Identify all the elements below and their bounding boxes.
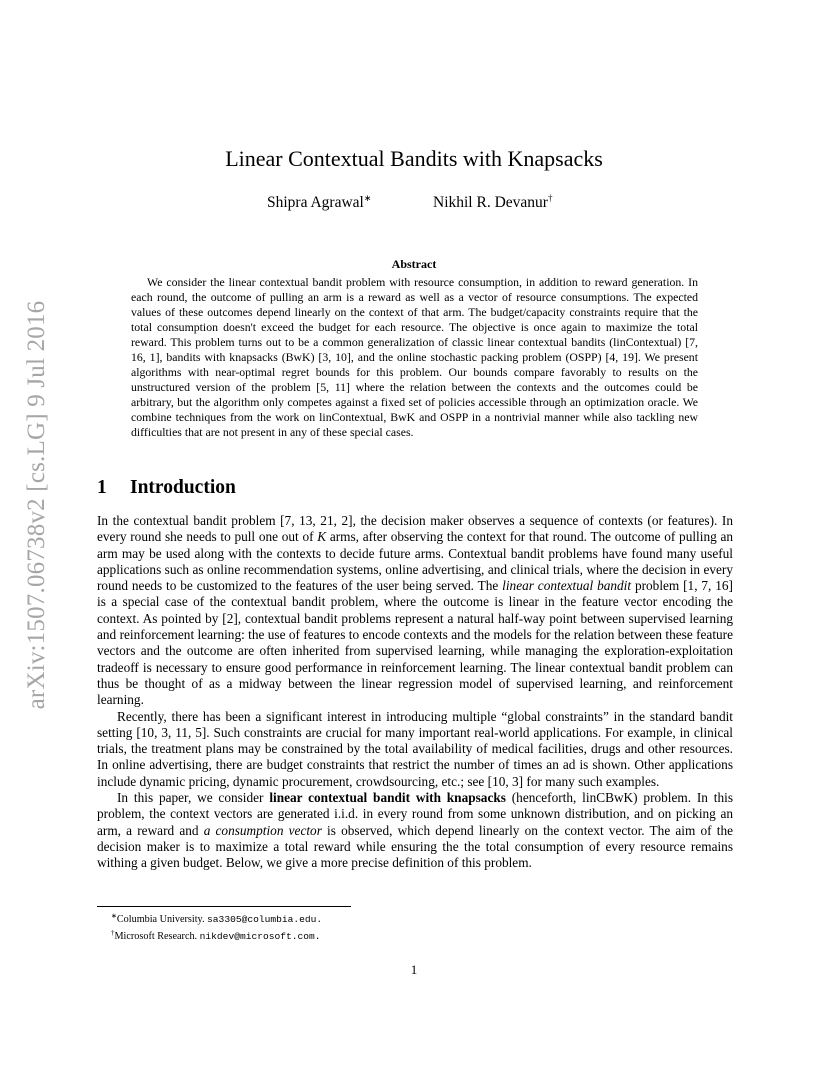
page-number: 1	[410, 962, 418, 977]
paragraph-text: In the contextual bandit problem [7, 13, 21, 2], the decision maker observes a sequence of contexts (or features). In every round she needs to pull one out of	[97, 513, 733, 545]
arxiv-identifier[interactable]: arXiv:1507.06738v2 [cs.LG] 9 Jul 2016	[23, 300, 50, 710]
introduction-body	[97, 513, 733, 872]
paragraph-text: Recently, there has been a significant interest in introducing multiple “global constraints” in the standard bandit setting [10, 3, 11, 5]. Such constraints are crucial for many important real-world applications. For example, in clinical trials, the treatment plans may be constrained by the total availability of medical facilities, drugs and other resources. In online advertising, there are budget constraints that restrict the number of times an ad is shown. Other applications include dynamic pricing, dynamic procurement, crowdsourcing, etc.; see [10, 3] for many such examples.	[97, 708, 733, 789]
author-name: Shipra Agrawal	[267, 194, 364, 211]
footnote	[97, 927, 497, 944]
footnote-divider	[97, 906, 351, 907]
emphasized-term: a consumption vector	[203, 822, 322, 838]
paragraph	[97, 790, 733, 871]
footnote-mark: ∗	[111, 912, 117, 920]
abstract-heading: Abstract	[391, 257, 437, 271]
author-name: Nikhil R. Devanur	[433, 194, 548, 211]
paragraph	[97, 513, 733, 709]
section-title: Introduction	[130, 477, 236, 498]
author-email-link[interactable]: sa3305@columbia.edu.	[207, 914, 323, 925]
author-devanur	[433, 193, 552, 212]
math-variable: K	[317, 529, 327, 545]
paper-title: Linear Contextual Bandits with Knapsacks	[225, 146, 603, 171]
section-heading	[97, 477, 236, 499]
author-footnote-mark: †	[547, 193, 553, 203]
paragraph	[97, 709, 733, 790]
author-email-link[interactable]: nikdev@microsoft.com.	[199, 930, 321, 942]
paragraph-text: problem [1, 7, 16] is a special case of the contextual bandit problem, where the outcome is linear in the feature vector encoding the context. As pointed by [2], contextual bandit problems represent a natural half-way point between supervised learning and reinforcement learning: the use of features to encode contexts and the models for the relation between these feature vectors and the outcome are often inherited from supervised learning, while managing the exploration-exploitation tradeoff is necessary to ensure good performance in reinforcement learning. The linear contextual bandit problem can thus be thought of as a midway between the linear regression model of supervised learning, and reinforcement learning.	[97, 578, 733, 708]
abstract-body: We consider the linear contextual bandit problem with resource consumption, in addition to reward generation. In each round, the outcome of pulling an arm is a reward as well as a vector of resource consumptions. The expected values of these outcomes depend linearly on the context of that arm. The budget/capacity constraints require that the total consumption doesn't exceed the budget for each resource. The objective is once again to maximize the total reward. This problem turns out to be a common generalization of classic linear contextual bandits (linContextual) [7, 16, 1], bandits with knapsacks (BwK) [3, 10], and the online stochastic packing problem (OSPP) [4, 19]. We present algorithms with near-optimal regret bounds for this problem. Our bounds compare favorably to results on the unstructured version of the problem [5, 11] where the relation between the contexts and the outcomes could be arbitrary, but the algorithm only competes against a fixed set of policies accessible through an optimization oracle. We combine techniques from the work on linContextual, BwK and OSPP in a nontrivial manner while also tackling new difficulties that are not present in any of these special cases.	[131, 275, 698, 439]
author-footnote-mark: ∗	[363, 193, 372, 203]
emphasized-term: linear contextual bandit	[502, 578, 632, 594]
paragraph-text: arms, after observing the context for that round. The outcome of pulling an arm may be used along with the contexts to decide future arms. Contextual bandit problems have found many useful applications such as online recommendation systems, online advertising, and clinical trials, where the decision in every round needs to be customized to the features of the user being served. The	[97, 529, 733, 594]
footnote-text: Microsoft Research.	[114, 930, 200, 942]
footnotes	[97, 910, 497, 943]
footnote-mark: †	[111, 928, 115, 937]
bold-term: linear contextual bandit with knapsacks	[269, 790, 506, 806]
author-agrawal	[267, 193, 371, 212]
paragraph-text: (henceforth, linCBwK) problem. In this problem, the context vectors are generated i.i.d. in every round from some unknown distribution, and on picking an arm, a reward and	[97, 790, 733, 838]
footnote-text: Columbia University.	[116, 914, 208, 925]
paragraph-text: is observed, which depend linearly on the context vector. The aim of the decision maker is to maximize a total reward while ensuring the the total consumption of every resource remains withing a given budget. Below, we give a more precise definition of this problem.	[97, 822, 733, 871]
paragraph-text: In this paper, we consider	[117, 790, 270, 806]
footnote	[97, 910, 497, 927]
section-number: 1	[97, 477, 107, 498]
arxiv-stamp	[22, 270, 52, 740]
